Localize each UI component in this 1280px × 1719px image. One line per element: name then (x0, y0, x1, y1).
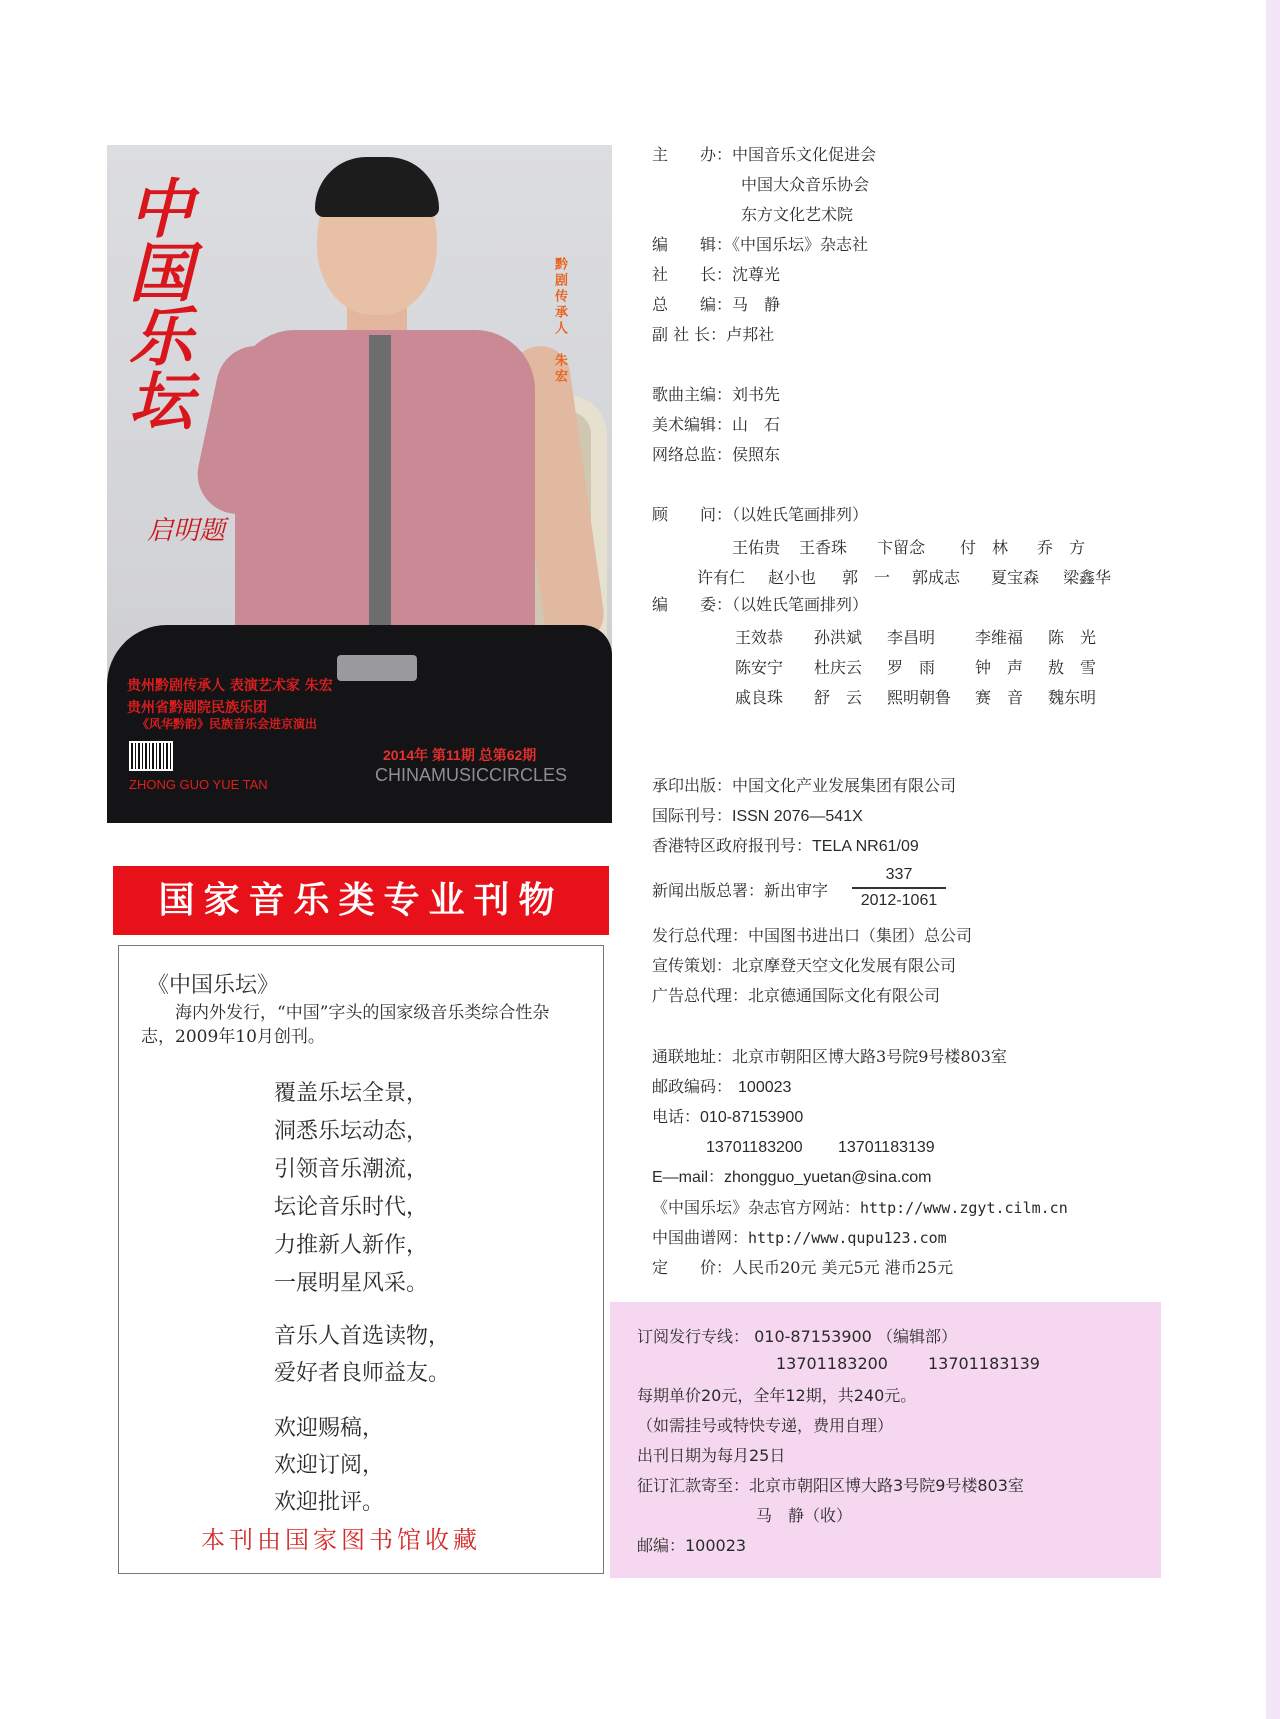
label: 邮政编码： (652, 1077, 733, 1096)
editor: 陈 光 (1048, 628, 1097, 647)
recipient: 马 静（收） (756, 1506, 853, 1525)
label: 歌曲主编： (652, 385, 733, 404)
issue-date: 出刊日期为每月25日 (637, 1446, 786, 1465)
advisor: 许有仁 (697, 568, 746, 587)
editor: 杜庆云 (814, 658, 863, 677)
editor: 魏东明 (1048, 688, 1097, 707)
label: 发行总代理： (652, 926, 749, 945)
qupu-link[interactable]: http://www.qupu123.com (748, 1229, 947, 1247)
advisor: 郭 一 (842, 568, 891, 587)
fraction-line (852, 887, 946, 889)
collection-note: 本刊由国家图书馆收藏 (201, 1526, 481, 1554)
editor: 熙明朝鲁 (887, 688, 952, 707)
poem-line: 洞悉乐坛动态， (274, 1119, 429, 1144)
editor: 罗 雨 (887, 658, 936, 677)
label: 定 价： (652, 1258, 733, 1277)
label: 国际刊号： (652, 806, 733, 825)
subscription-mobile: 13701183139 (928, 1354, 1040, 1373)
editor: 舒 云 (814, 688, 863, 707)
intro-title: 《中国乐坛》 (147, 973, 280, 998)
cover-hair (315, 157, 439, 217)
printer-row (652, 776, 956, 796)
sponsor: 东方文化艺术院 (741, 205, 854, 224)
note: （以姓氏笔画排列） (732, 505, 869, 524)
intro-paragraph: 海内外发行，“中国”字头的国家级音乐类综合性杂志，2009年10月创刊。 (141, 1003, 550, 1047)
label: 主 办： (652, 145, 733, 164)
value: 中国音乐文化促进会 (732, 145, 877, 164)
website-row (652, 1198, 1068, 1218)
barcode-icon (129, 741, 173, 771)
editor: 李昌明 (887, 628, 936, 647)
label: 香港特区政府报刊号： (652, 836, 813, 855)
cover-title: 中国乐坛 (118, 175, 193, 431)
value: 马 静 (732, 295, 781, 314)
slogan-line: 音乐人首选读物， (274, 1324, 451, 1349)
label: 副 社 长： (652, 325, 727, 344)
price-row (652, 1258, 953, 1278)
numerator: 337 (885, 866, 913, 883)
value: 中国文化产业发展集团有限公司 (732, 776, 957, 795)
address-row (652, 1047, 1007, 1067)
editor: 钟 声 (975, 658, 1024, 677)
staff-row (652, 295, 780, 315)
label: 网络总监： (652, 445, 733, 464)
welcome-line: 欢迎赐稿， (274, 1416, 385, 1441)
label: 《中国乐坛》杂志官方网站： (652, 1198, 861, 1217)
advisor: 赵小也 (768, 568, 817, 587)
value: 010-87153900 （编辑部） (754, 1327, 957, 1346)
label: 宣传策划： (652, 956, 733, 975)
label: 新闻出版总署： (652, 881, 765, 900)
value: 山 石 (732, 415, 781, 434)
staff-row (652, 385, 780, 405)
advisor: 付 林 (960, 538, 1009, 557)
subscription-line (637, 1324, 957, 1347)
poem-line: 引领音乐潮流， (274, 1157, 429, 1182)
cover-belt (337, 655, 417, 681)
qupu-row (652, 1228, 947, 1248)
label: 顾 问： (652, 505, 733, 524)
note: （以姓氏笔画排列） (732, 595, 869, 614)
advisor: 王佑贵 (732, 538, 781, 557)
label: 总 编： (652, 295, 733, 314)
sponsor: 中国大众音乐协会 (741, 175, 870, 194)
advisor: 郭成志 (912, 568, 961, 587)
cover-english-title: CHINAMUSICCIRCLES (375, 765, 568, 785)
label: E—mail： (652, 1169, 725, 1186)
label: 编 辑： (652, 235, 733, 254)
page-edge-strip (1266, 0, 1280, 1719)
distributor-row (652, 926, 972, 946)
value: 100023 (738, 1079, 792, 1096)
editor: 陈安宁 (735, 658, 784, 677)
subscription-box (610, 1302, 1161, 1578)
mobile: 13701183139 (838, 1139, 935, 1156)
intro-box (118, 945, 604, 1574)
ads-row (652, 986, 940, 1006)
email-link[interactable]: zhongguo_yuetan@sina.com (724, 1169, 932, 1186)
remit-row (637, 1473, 1024, 1496)
approval-row (652, 881, 828, 901)
email-row (652, 1168, 932, 1188)
planning-row (652, 956, 956, 976)
value: TELA NR61/09 (812, 838, 919, 855)
advisor: 乔 方 (1037, 538, 1086, 557)
staff-row (652, 445, 780, 465)
value: 沈尊光 (732, 265, 781, 284)
label: 社 长： (652, 265, 733, 284)
editor: 王效恭 (735, 628, 784, 647)
label: 征订汇款寄至： (637, 1476, 750, 1495)
cover-signature: 启明题 (147, 516, 226, 546)
value: 中国图书进出口（集团）总公司 (748, 926, 973, 945)
poem-line: 覆盖乐坛全景， (274, 1081, 429, 1106)
sponsor-row (652, 145, 876, 165)
value: 卢邦社 (726, 325, 775, 344)
value: 北京摩登天空文化发展有限公司 (732, 956, 957, 975)
label: 订阅发行专线： (637, 1327, 750, 1346)
label: 通联地址： (652, 1047, 733, 1066)
staff-row (652, 325, 774, 345)
cover-issue: 2014年 第11期 总第62期 (383, 747, 537, 763)
advisor: 梁鑫华 (1063, 568, 1112, 587)
cover-caption: 黔剧传承人 朱宏 (552, 257, 567, 385)
advisor: 卞留念 (877, 538, 926, 557)
editor: 戚良珠 (735, 688, 784, 707)
advisor: 王香珠 (799, 538, 848, 557)
value: 新出审字 (764, 881, 829, 900)
subscription-mobile: 13701183200 (776, 1354, 888, 1373)
website-link[interactable]: http://www.zgyt.cilm.cn (860, 1199, 1068, 1217)
value: 北京市朝阳区博大路3号院9号楼803室 (732, 1047, 1007, 1066)
denominator: 2012-1061 (860, 891, 938, 909)
postcode-row (652, 1077, 791, 1098)
editor: 赛 音 (975, 688, 1024, 707)
subscription-price: 每期单价20元，全年12期，共240元。 (637, 1386, 917, 1405)
value: 人民币20元 美元5元 港币25元 (732, 1258, 954, 1277)
cover-headline: 贵州黔剧传承人 表演艺术家 朱宏 (127, 678, 333, 694)
phone-row (652, 1107, 803, 1128)
welcome-line: 欢迎订阅， (274, 1453, 385, 1478)
editor: 孙洪斌 (814, 628, 863, 647)
cover-pinyin: ZHONG GUO YUE TAN (129, 777, 268, 792)
cover-placket (369, 335, 391, 675)
value: 《中国乐坛》杂志社 (732, 235, 869, 254)
magazine-cover (107, 145, 612, 823)
welcome-line: 欢迎批评。 (274, 1490, 385, 1515)
subscription-note: （如需挂号或特快专递，费用自理） (637, 1416, 894, 1435)
banner: 国家音乐类专业刊物 (113, 866, 609, 935)
advisor: 夏宝森 (991, 568, 1040, 587)
poem-line: 坛论音乐时代， (274, 1195, 429, 1220)
value: 北京市朝阳区博大路3号院9号楼803室 (749, 1476, 1024, 1495)
label: 承印出版： (652, 776, 733, 795)
editor: 李维福 (975, 628, 1024, 647)
advisors-heading (652, 505, 868, 525)
hk-row (652, 836, 919, 857)
editor: 敖 雪 (1048, 658, 1097, 677)
label: 美术编辑： (652, 415, 733, 434)
cover-headline: 《风华黔韵》民族音乐会进京演出 (137, 717, 318, 731)
value: ISSN 2076—541X (732, 808, 863, 825)
approval-number (852, 866, 946, 910)
editors-heading (652, 595, 868, 615)
poem-line: 力推新人新作， (274, 1233, 429, 1258)
staff-row (652, 415, 780, 435)
mobile: 13701183200 (706, 1139, 803, 1156)
label: 编 委： (652, 595, 733, 614)
staff-row (652, 265, 780, 285)
value: 010-87153900 (700, 1109, 804, 1126)
staff-row (652, 235, 868, 255)
cover-headline: 贵州省黔剧院民族乐团 (127, 700, 267, 716)
label: 电话： (652, 1107, 701, 1126)
value: 北京德通国际文化有限公司 (748, 986, 941, 1005)
issn-row (652, 806, 863, 827)
label: 中国曲谱网： (652, 1228, 749, 1247)
poem-line: 一展明星风采。 (274, 1271, 429, 1296)
value: 刘书先 (732, 385, 781, 404)
label: 广告总代理： (652, 986, 749, 1005)
subscription-postcode: 邮编：100023 (637, 1536, 747, 1555)
slogan-line: 爱好者良师益友。 (274, 1361, 451, 1386)
value: 侯照东 (732, 445, 781, 464)
